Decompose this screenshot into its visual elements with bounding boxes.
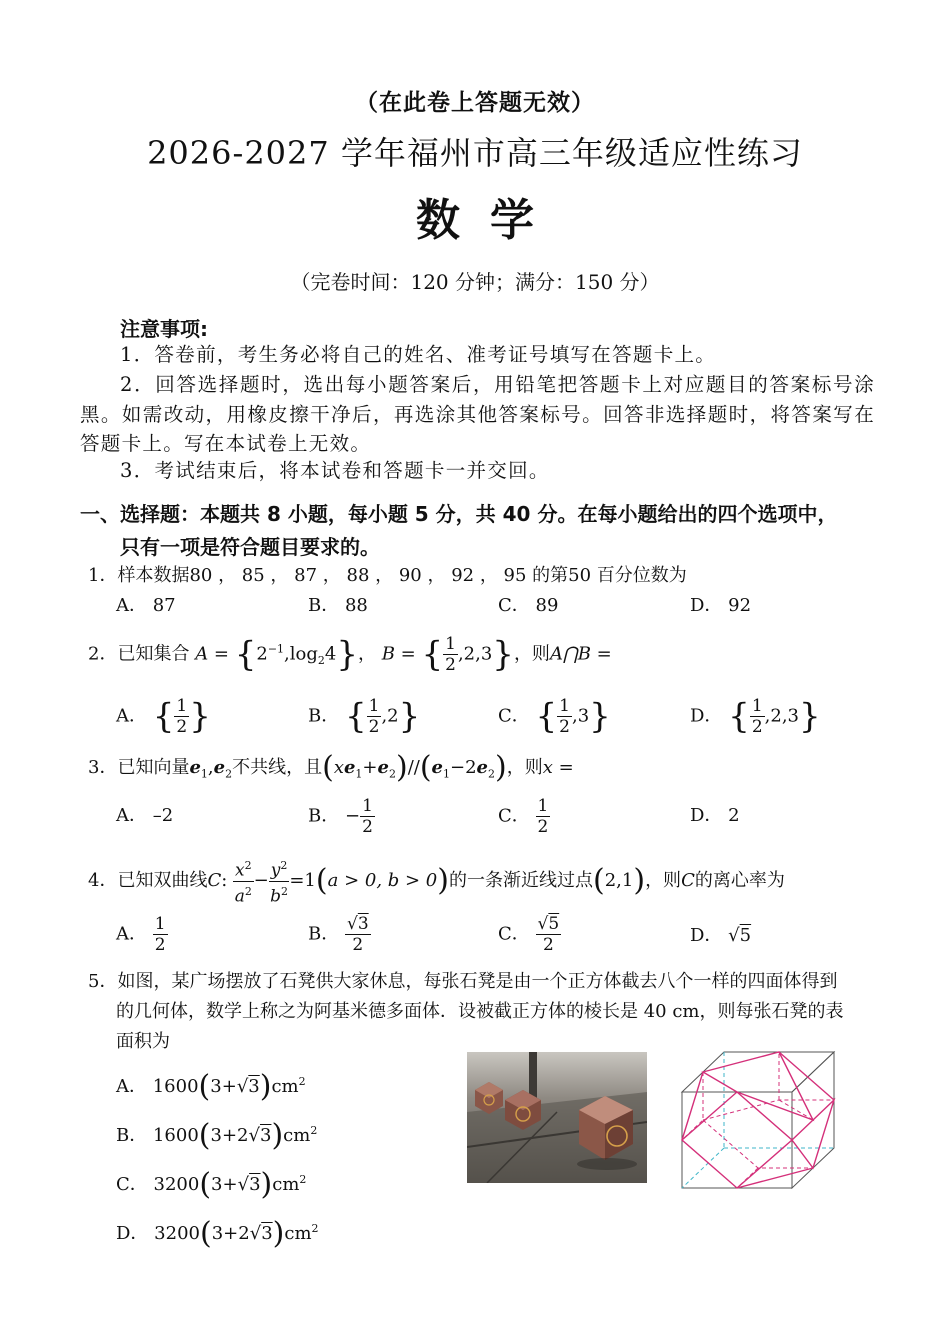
question-3-stem: 3．已知向量$e_1,e_2$不共线，且$(xe_1+e_2)//(e_1-2e_2)$，则x = <box>88 750 574 785</box>
question-5-stem-line2: 的几何体，数学上称之为阿基米德多面体．设被截正方体的棱长是 40 cm，则每张石凳的表 <box>116 1001 844 1022</box>
question-3-option-d: D． 2 <box>690 805 740 826</box>
cuboctahedron-figure <box>676 1048 844 1194</box>
question-3-option-a: A． –2 <box>116 805 174 826</box>
question-1-option-a: A． 87 <box>116 595 176 616</box>
invalid-answer-warning: （在此卷上答题无效） <box>355 90 595 116</box>
question-2-option-a: A． { $\frac{1}{2}$ } <box>116 696 211 737</box>
question-5-option-b: B． $1600(3+2√3)cm^2$ <box>116 1118 318 1153</box>
exam-title: 2026-2027 学年福州市高三年级适应性练习 <box>147 134 803 172</box>
question-2-stem: 2．已知集合 $A = \{2^{-1},\log_24\}$， B = { $\frac{1}{2}$ ,2,3}，则A⋂B = <box>88 634 612 675</box>
notice-item-3: 3．考试结束后，将本试卷和答题卡一并交回。 <box>120 459 550 482</box>
question-1-option-c: C． 89 <box>498 595 559 616</box>
question-2-option-c: C． { $\frac{1}{2}$ ,3} <box>498 696 611 737</box>
stone-stools-photo-graphic <box>467 1052 647 1183</box>
section-one-line2: 只有一项是符合题目要求的。 <box>120 535 380 559</box>
question-3-option-c: C． $\frac{1}{2}$ <box>498 796 549 837</box>
stone-stools-photo <box>467 1052 647 1183</box>
question-4-option-a: A． $\frac{1}{2}$ <box>116 914 166 955</box>
question-3-option-b: B． − $\frac{1}{2}$ <box>308 796 373 837</box>
subject-title: 数学 <box>416 195 564 246</box>
question-4-stem: 4．已知双曲线C: $\frac{x^2}{a^2}$ − $\frac{y^2}{b^2}$ =1(a > 0, b > 0)的一条渐近线过点(2,1)，则C的离心率为 <box>88 856 785 906</box>
notice-item-2: 2．回答选择题时，选出每小题答案后，用铅笔把答题卡上对应题目的答案标号涂黑。如需改动，用橡皮擦干净后，再选涂其他答案标号。回答非选择题时，将答案写在答题卡上。写在本试卷上无效。 <box>80 373 875 455</box>
cuboctahedron-diagram <box>676 1048 844 1194</box>
question-4-option-c: C． $\frac{√5}{2}$ <box>498 914 560 955</box>
question-1-stem: 1．样本数据80 ， 85 ， 87 ， 88 ， 90 ， 92 ， 95 的第50 百分位数为 <box>88 565 687 586</box>
notice-item-1: 1．答卷前，考生务必将自己的姓名、准考证号填写在答题卡上。 <box>120 343 717 366</box>
section-one-heading <box>80 498 880 564</box>
question-2-option-b: B． { $\frac{1}{2}$ ,2} <box>308 696 421 737</box>
section-one-line1: 一、选择题：本题共 8 小题，每小题 5 分，共 40 分。在每小题给出的四个选项中， <box>80 502 838 526</box>
question-4-option-d: D． √5 <box>690 925 752 946</box>
question-1-option-b: B． 88 <box>308 595 368 616</box>
question-2-option-d: D． { $\frac{1}{2}$ ,2,3} <box>690 696 821 737</box>
exam-timing: （完卷时间：120 分钟；满分：150 分） <box>290 270 660 294</box>
question-5-option-d: D． $3200(3+2√3)cm^2$ <box>116 1216 319 1251</box>
notice-title: 注意事项: <box>120 317 208 341</box>
question-1-option-d: D． 92 <box>690 595 752 616</box>
question-5-option-a: A． $1600(3+√3)cm^2$ <box>116 1069 306 1104</box>
question-5-stem-line1: 5．如图，某广场摆放了石凳供大家休息，每张石凳是由一个正方体截去八个一样的四面体得到 <box>88 971 838 992</box>
question-5-option-c: C． $3200(3+√3)cm^2$ <box>116 1167 307 1202</box>
question-5-stem-line3: 面积为 <box>116 1031 170 1052</box>
question-4-option-b: B． $\frac{√3}{2}$ <box>308 914 369 955</box>
